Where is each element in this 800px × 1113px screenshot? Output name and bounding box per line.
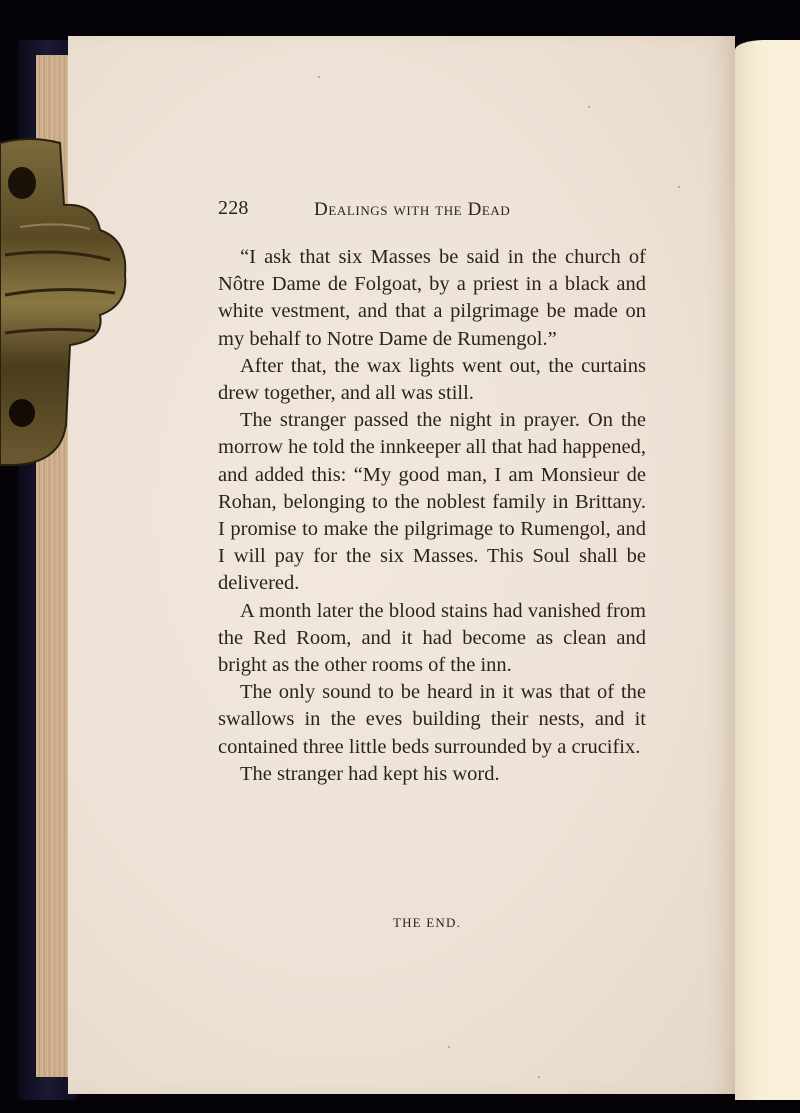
paragraph: The stranger passed the night in prayer. On the morrow he told the innkeeper all that had happened, and added this: “My good man, I am Monsieur de Rohan, belonging to the noblest family in Brittany. I promise to make the pilgrimage to Rumengol, and I will pay for the six Masses. This Soul shall be delivered.: [218, 409, 646, 595]
the-end-label: THE END.: [392, 915, 462, 930]
paragraph: After that, the wax lights went out, the curtains drew together, and all was still.: [218, 354, 646, 405]
page-number: 228: [218, 197, 249, 219]
paragraph: The only sound to be heard in it was that of the swallows in the eves building their nests, and it contained three little beds surrounded by a crucifix.: [218, 681, 646, 758]
body-text: [218, 244, 646, 788]
paragraph: The stranger had kept his word.: [240, 762, 500, 785]
right-page: [735, 40, 800, 1100]
brass-clasp-icon: [0, 135, 128, 470]
paragraph: “I ask that six Masses be said in the church of Nôtre Dame de Folgoat, by a priest in a black and white vestment, and that a pilgrimage be made on my behalf to Notre Dame de Rumengol.”: [218, 246, 646, 350]
running-title: Dealings with the Dead: [314, 199, 511, 220]
paragraph: A month later the blood stains had vanished from the Red Room, and it had become as clean and bright as the other rooms of the inn.: [218, 599, 646, 677]
